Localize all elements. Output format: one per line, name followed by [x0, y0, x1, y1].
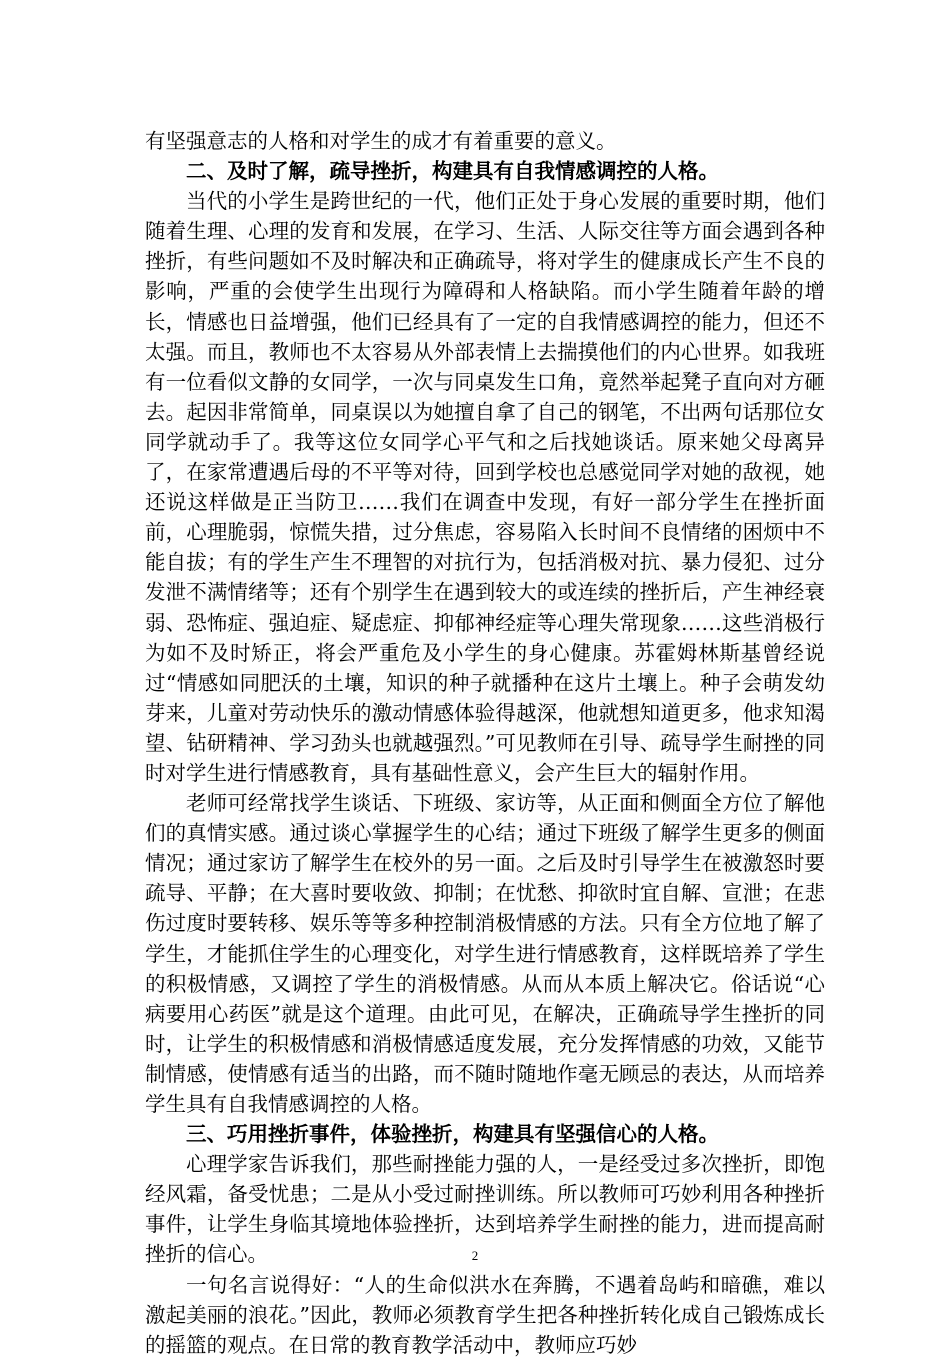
- page-number: 2: [471, 1248, 479, 1263]
- section-heading-3: 三、巧用挫折事件，体验挫折，构建具有坚强信心的人格。: [186, 1122, 719, 1147]
- paragraph-body: 心理学家告诉我们，那些耐挫能力强的人，一是经受过多次挫折，即饱经风霜，备受忧患；二是从小受过耐挫训练。所以教师可巧妙利用各种挫折事件，让学生身临其境地体验挫折，达到培养学生耐挫的能力，进而提高耐挫折的信心。: [145, 1152, 825, 1267]
- paragraph-body: 老师可经常找学生谈话、下班级、家访等，从正面和侧面全方位了解他们的真情实感。通过谈心掌握学生的心结；通过下班级了解学生更多的侧面情况；通过家访了解学生在校外的另一面。之后及时引导学生在被激怒时要疏导、平静；在大喜时要收敛、抑制；在忧愁、抑欲时宜自解、宣泄；在悲伤过度时要转移、娱乐等等多种控制消极情感的方法。只有全方位地了解了学生，才能抓住学生的心理变化，对学生进行情感教育，这样既培养了学生的积极情感，又调控了学生的消极情感。从而从本质上解决它。俗话说“心病要用心药医”就是这个道理。由此可见，在解决，正确疏导学生挫折的同时，让学生的积极情感和消极情感适度发展，充分发挥情感的功效，又能节制情感，使情感有适当的出路，而不随时随地作毫无顾忌的表达，从而培养学生具有自我情感调控的人格。: [145, 791, 825, 1116]
- section-heading-2: 二、及时了解，疏导挫折，构建具有自我情感调控的人格。: [186, 159, 719, 184]
- paragraph-continuation: 有坚强意志的人格和对学生的成才有着重要的意义。: [145, 129, 617, 153]
- paragraph-body: 一句名言说得好：“人的生命似洪水在奔腾，不遇着岛屿和暗礁，难以激起美丽的浪花。”因此，教师必须教育学生把各种挫折转化成自己锻炼成长的摇篮的观点。在日常的教育教学活动中，教师应巧妙: [145, 1272, 825, 1357]
- paragraph-body: 当代的小学生是跨世纪的一代，他们正处于身心发展的重要时期，他们随着生理、心理的发育和发展，在学习、生活、人际交往等方面会遇到各种挫折，有些问题如不及时解决和正确疏导，将对学生的健康成长产生不良的影响，严重的会使学生出现行为障碍和人格缺陷。而小学生随着年龄的增长，情感也日益增强，他们已经具有了一定的自我情感调控的能力，但还不太强。而且，教师也不太容易从外部表情上去揣摸他们的内心世界。如我班有一位看似文静的女同学，一次与同桌发生口角，竟然举起凳子直向对方砸去。起因非常简单，同桌误以为她擅自拿了自己的钢笔，不出两句话那位女同学就动手了。我等这位女同学心平气和之后找她谈话。原来她父母离异了，在家常遭遇后母的不平等对待，回到学校也总感觉同学对她的敌视，她还说这样做是正当防卫……我们在调查中发现，有好一部分学生在挫折面前，心理脆弱，惊慌失措，过分焦虑，容易陷入长时间不良情绪的困烦中不能自拔；有的学生产生不理智的对抗行为，包括消极对抗、暴力侵犯、过分发泄不满情绪等；还有个别学生在遇到较大的或连续的挫折后，产生神经衰弱、恐怖症、强迫症、疑虑症、抑郁神经症等心理失常现象……这些消极行为如不及时矫正，将会严重危及小学生的身心健康。苏霍姆林斯基曾经说过“情感如同肥沃的土壤，知识的种子就播种在这片土壤上。种子会萌发幼芽来，儿童对劳动快乐的激动情感体验得越深，他就想知道更多，他求知渴望、钻研精神、学习劲头也就越强烈。”可见教师在引导、疏导学生耐挫的同时对学生进行情感教育，具有基础性意义，会产生巨大的辐射作用。: [145, 189, 825, 785]
- document-body: [145, 126, 825, 1360]
